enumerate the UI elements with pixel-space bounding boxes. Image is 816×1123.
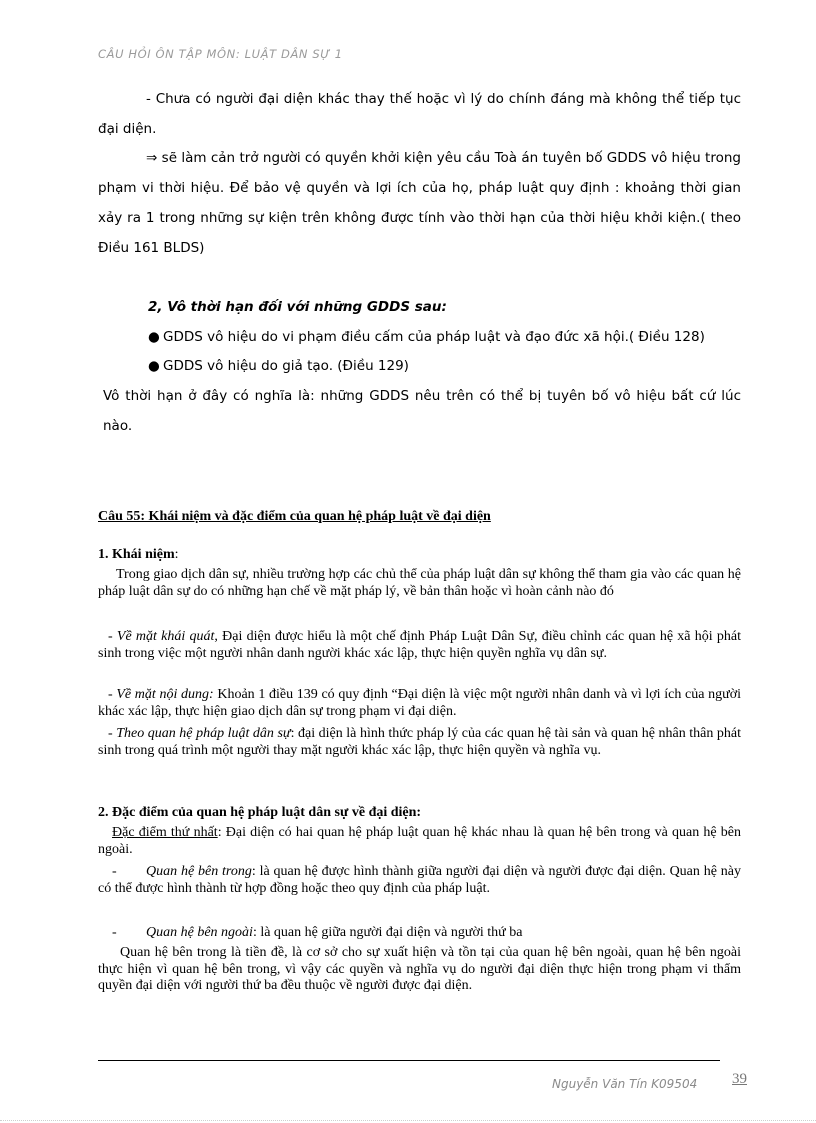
concept-relation: - Theo quan hệ pháp luật dân sự: đại diện là hình thức pháp lý của các quan hệ tài sản và quan hệ nhân thân phát sinh trong quá trình một người thay mặt người khác xác lập, thực hiện quyền và nghĩa vụ. xyxy=(98,726,741,758)
heading-unlimited-term: 2, Vô thời hạn đối với những GDDS sau: xyxy=(148,299,447,315)
section-heading-features: 2. Đặc điểm của quan hệ pháp luật dân sự về đại diện: xyxy=(98,805,422,820)
page-number: 39 xyxy=(732,1071,747,1087)
bullet-text: GDDS vô hiệu do giả tạo. (Điều 129) xyxy=(163,358,409,374)
section-heading-concept: 1. Khái niệm: xyxy=(98,547,179,562)
footer-divider xyxy=(98,1060,720,1061)
page-edge-divider xyxy=(0,1120,816,1121)
running-header: CÂU HỎI ÔN TẬP MÔN: LUẬT DÂN SỰ 1 xyxy=(98,47,343,61)
bullet-item xyxy=(148,327,705,347)
concept-intro: Trong giao dịch dân sự, nhiều trường hợp các chủ thể của pháp luật dân sự không thể tham gia vào các quan hệ pháp luật dân sự do có những hạn chế về mặt pháp lý, về bản thân hoặc vì hoàn cảnh nào đó xyxy=(98,567,741,599)
bullet-icon: ● xyxy=(148,358,160,374)
bullet-item xyxy=(148,356,409,376)
question-title: Câu 55: Khái niệm và đặc điểm của quan hệ pháp luật về đại diện xyxy=(98,509,491,524)
outer-relation: - Quan hệ bên ngoài: là quan hệ giữa người đại diện và người thứ ba xyxy=(112,925,523,940)
footer-author: Nguyễn Văn Tín K09504 xyxy=(552,1077,698,1091)
bullet-icon: ● xyxy=(148,329,160,345)
feature-one: Đặc điểm thứ nhất: Đại diện có hai quan hệ pháp luật quan hệ khác nhau là quan hệ bên trong và quan hệ bên ngoài. xyxy=(98,825,741,857)
bullet-text: GDDS vô hiệu do vi phạm điều cấm của pháp luật và đạo đức xã hội.( Điều 128) xyxy=(163,329,705,345)
paragraph-reason: - Chưa có người đại diện khác thay thế hoặc vì lý do chính đáng mà không thể tiếp tục đại diện. xyxy=(98,91,741,137)
concept-content: - Về mặt nội dung: Khoản 1 điều 139 có quy định “Đại diện là việc một người nhân danh và vì lợi ích của người khác xác lập, thực hiện giao dịch dân sự trong phạm vi đại diện. xyxy=(98,687,741,719)
inner-relation: - Quan hệ bên trong: là quan hệ được hình thành giữa người đại diện và người được đại diện. Quan hệ này có thể được hình thành từ hợp đồng hoặc theo quy định của pháp luật. xyxy=(98,864,741,896)
closing-paragraph: Quan hệ bên trong là tiền đề, là cơ sở cho sự xuất hiện và tồn tại của quan hệ bên ngoài, quan hệ bên ngoài thực hiện vì quan hệ bên trong, vì vậy các quyền và nghĩa vụ do người đại diện thực hiện trong phạm vi thẩm quyền đại diện với người thứ ba đều thuộc về người được đại diện. xyxy=(98,945,741,993)
paragraph-consequence: ⇒ sẽ làm cản trở người có quyền khởi kiện yêu cầu Toà án tuyên bố GDDS vô hiệu trong phạm vi thời hiệu. Để bảo vệ quyền và lợi ích của họ, pháp luật quy định : khoảng thời gian xảy ra 1 trong những sự kiện trên không được tính vào thời hạn của thời hiệu khởi kiện.( theo Điều 161 BLDS) xyxy=(98,150,741,256)
concept-general: - Về mặt khái quát, Đại diện được hiểu là một chế định Pháp Luật Dân Sự, điều chỉnh các quan hệ xã hội phát sinh trong việc một người nhân danh người khác xác lập, thực hiện quyền nghĩa vụ dân sự. xyxy=(98,629,741,661)
paragraph-meaning: Vô thời hạn ở đây có nghĩa là: những GDDS nêu trên có thể bị tuyên bố vô hiệu bất cứ lúc nào. xyxy=(103,388,741,434)
